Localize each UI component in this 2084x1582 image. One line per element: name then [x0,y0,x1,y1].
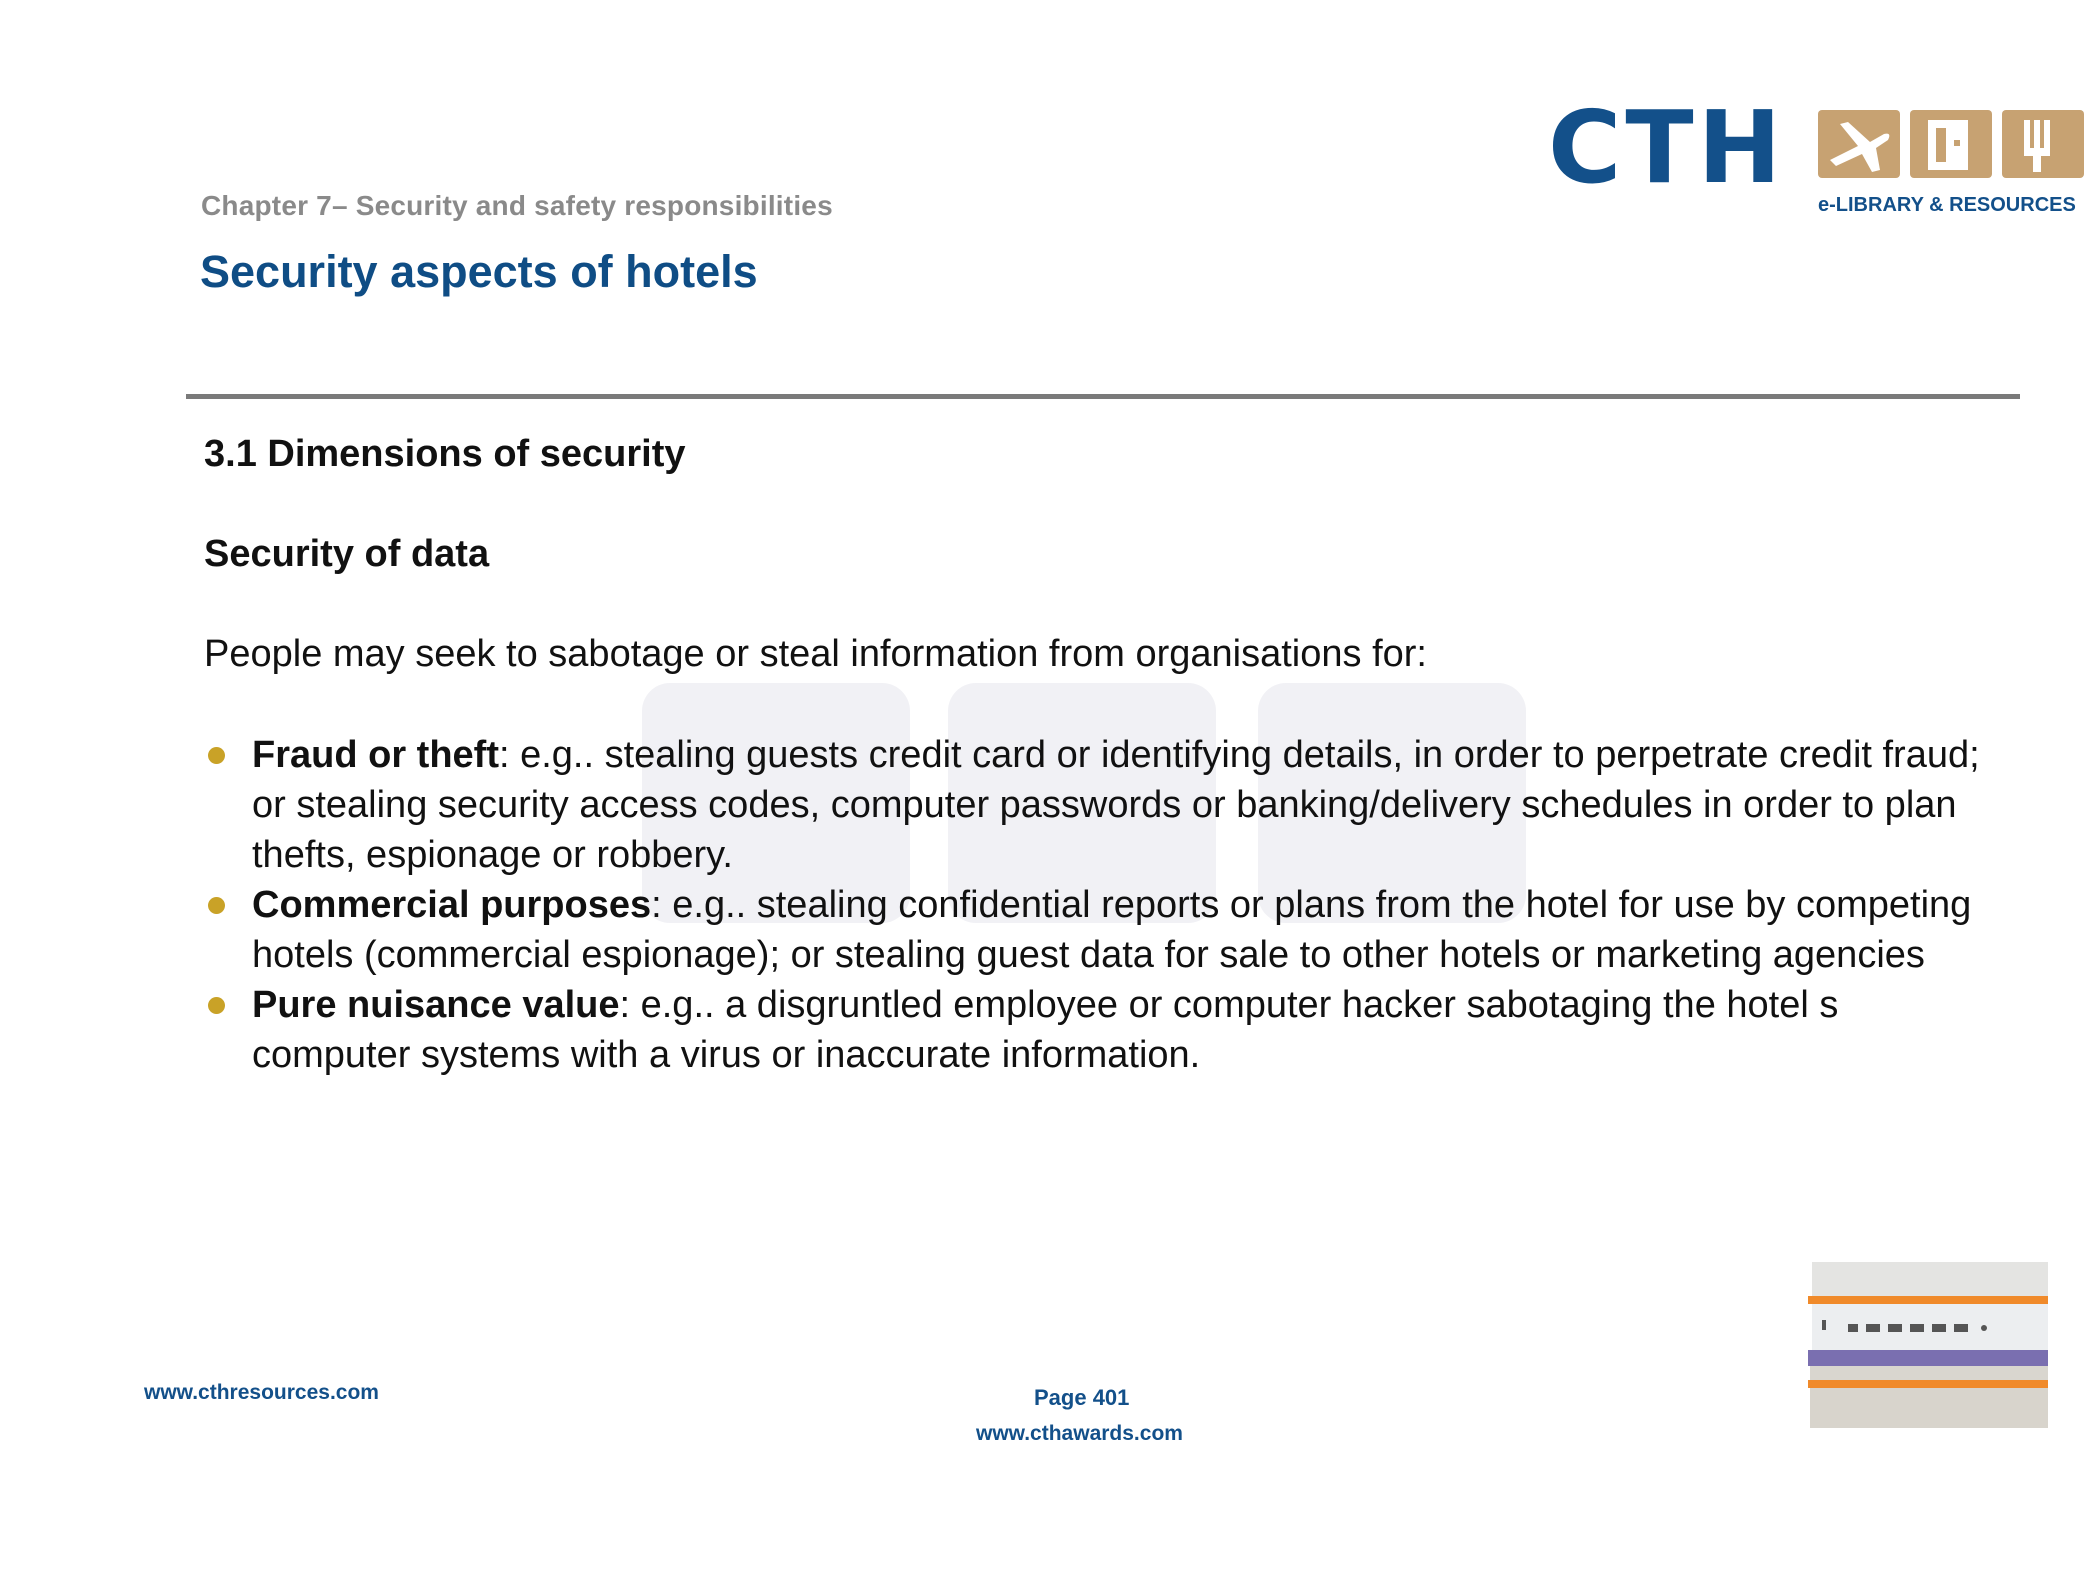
bullet-term: Commercial purposes [252,884,652,926]
bullet-text: : e.g.. stealing confidential reports or plans from the hotel for use by competing hotels (commercial espionage); or stealing guest data for sale to other hotels or marketing agencies [252,884,1972,976]
list-item [204,980,2004,1080]
bullet-text: : e.g.. stealing guests credit card or identifying details, in order to perpetrate credit fraud; or stealing security access codes, computer passwords or banking/delivery schedules in order to plan thefts, espionage or robbery. [252,734,1980,876]
header-divider [186,394,2020,399]
cth-logo [1548,89,2076,228]
footer-awards-link[interactable]: www.cthawards.com [976,1422,1183,1445]
section-heading: 3.1 Dimensions of security [204,433,686,475]
bullet-text: : e.g.. a disgruntled employee or computer hacker sabotaging the hotel s computer systems with a virus or inaccurate information. [252,984,1839,1076]
footer-resources-link[interactable]: www.cthresources.com [144,1381,379,1404]
logo-text: CTH [1548,89,1786,206]
bullet-icon [208,997,225,1014]
plane-icon [1818,110,1900,178]
chapter-label: Chapter 7– Security and safety responsibilities [201,190,833,221]
subheading: Security of data [204,533,490,575]
logo-subtitle: e-LIBRARY & RESOURCES [1818,194,2076,216]
fork-icon [2002,110,2084,178]
router-device-image [1808,1262,2048,1432]
list-item [204,730,2004,880]
intro-paragraph: People may seek to sabotage or steal information from organisations for: [204,633,1427,675]
bullet-term: Fraud or theft [252,734,499,776]
page-title: Security aspects of hotels [200,246,758,297]
list-item [204,880,2004,980]
page-number: Page 401 [1034,1385,1130,1410]
bullet-list [204,730,2004,1080]
bullet-icon [208,897,225,914]
bullet-icon [208,747,225,764]
bullet-term: Pure nuisance value [252,984,620,1026]
bed-icon [1910,110,1992,178]
